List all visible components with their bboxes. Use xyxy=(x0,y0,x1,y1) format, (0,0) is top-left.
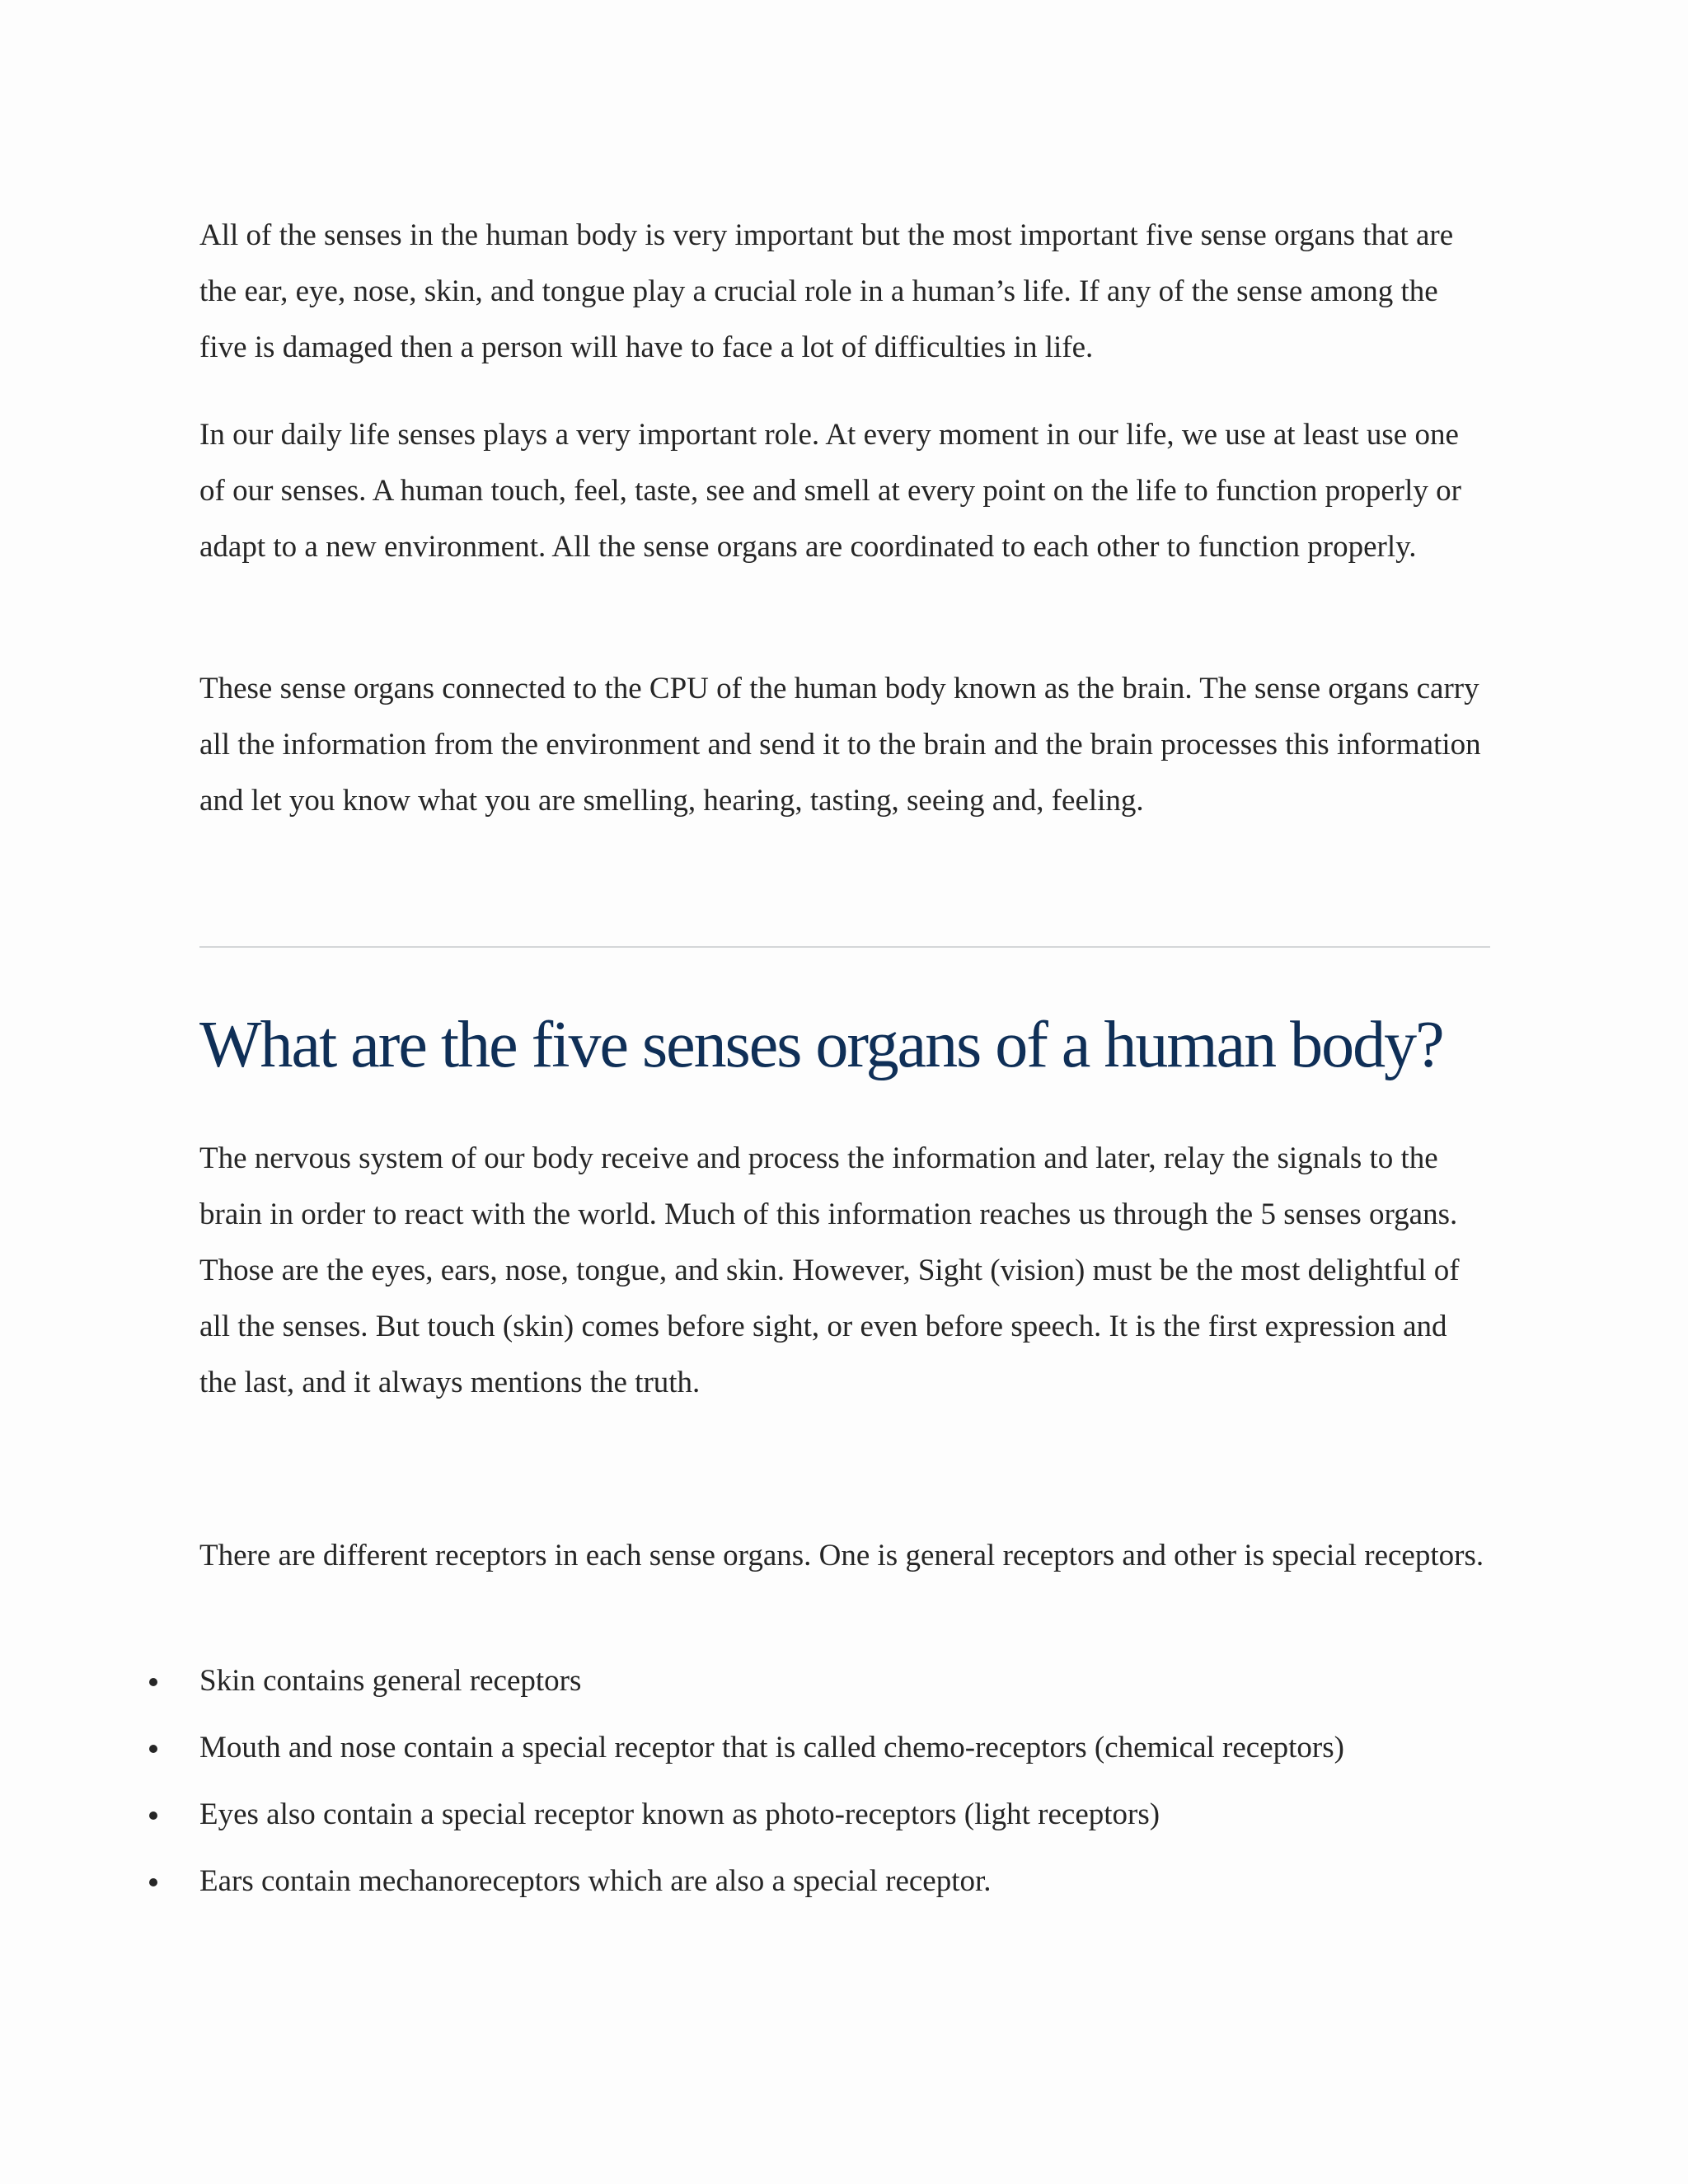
section-divider xyxy=(199,946,1490,948)
receptor-list xyxy=(0,1653,1688,1920)
intro-paragraph-2: In our daily life senses plays a very important role. At every moment in our life, we use at least use one of our senses. A human touch, feel, taste, see and smell at every point on the life to function properly or adapt to a new environment. All the sense organs are coordinated to each other to function properly. xyxy=(199,418,1461,564)
list-item xyxy=(0,1653,1688,1720)
list-item xyxy=(0,1854,1688,1920)
bullet-dot-icon xyxy=(149,1678,157,1686)
intro-paragraph-3: These sense organs connected to the CPU of the human body known as the brain. The sense organs carry all the information from the environment and send it to the brain and the brain processes this information and let you know what you are smelling, hearing, tasting, seeing and, feeling. xyxy=(199,672,1481,818)
list-item-text: Ears contain mechanoreceptors which are also a special receptor. xyxy=(199,1864,992,1898)
list-item-text: Mouth and nose contain a special receptor that is called chemo-receptors (chemical receptors) xyxy=(199,1731,1344,1765)
list-item-text: Skin contains general receptors xyxy=(199,1664,582,1698)
section-paragraph-1: The nervous system of our body receive and process the information and later, relay the signals to the brain in order to react with the world. Much of this information reaches us through the 5 senses organs. Those are the eyes, ears, nose, tongue, and skin. However, Sight (vision) must be the most delightful of all the senses. But touch (skin) comes before sight, or even before speech. It is the first expression and the last, and it always mentions the truth. xyxy=(199,1141,1460,1399)
bullet-dot-icon xyxy=(149,1745,157,1753)
list-item xyxy=(0,1720,1688,1787)
section-heading: What are the five senses organs of a human body? xyxy=(199,1009,1443,1081)
section-paragraph-2: There are different receptors in each sense organs. One is general receptors and other is special receptors. xyxy=(199,1539,1484,1572)
bullet-dot-icon xyxy=(149,1811,157,1820)
list-item xyxy=(0,1787,1688,1854)
intro-paragraph-1: All of the senses in the human body is very important but the most important five sense organs that are the ear, eye, nose, skin, and tongue play a crucial role in a human’s life. If any of the sense among the five is damaged then a person will have to face a lot of difficulties in life. xyxy=(199,218,1454,364)
list-item-text: Eyes also contain a special receptor known as photo-receptors (light receptors) xyxy=(199,1797,1160,1831)
bullet-dot-icon xyxy=(149,1878,157,1886)
